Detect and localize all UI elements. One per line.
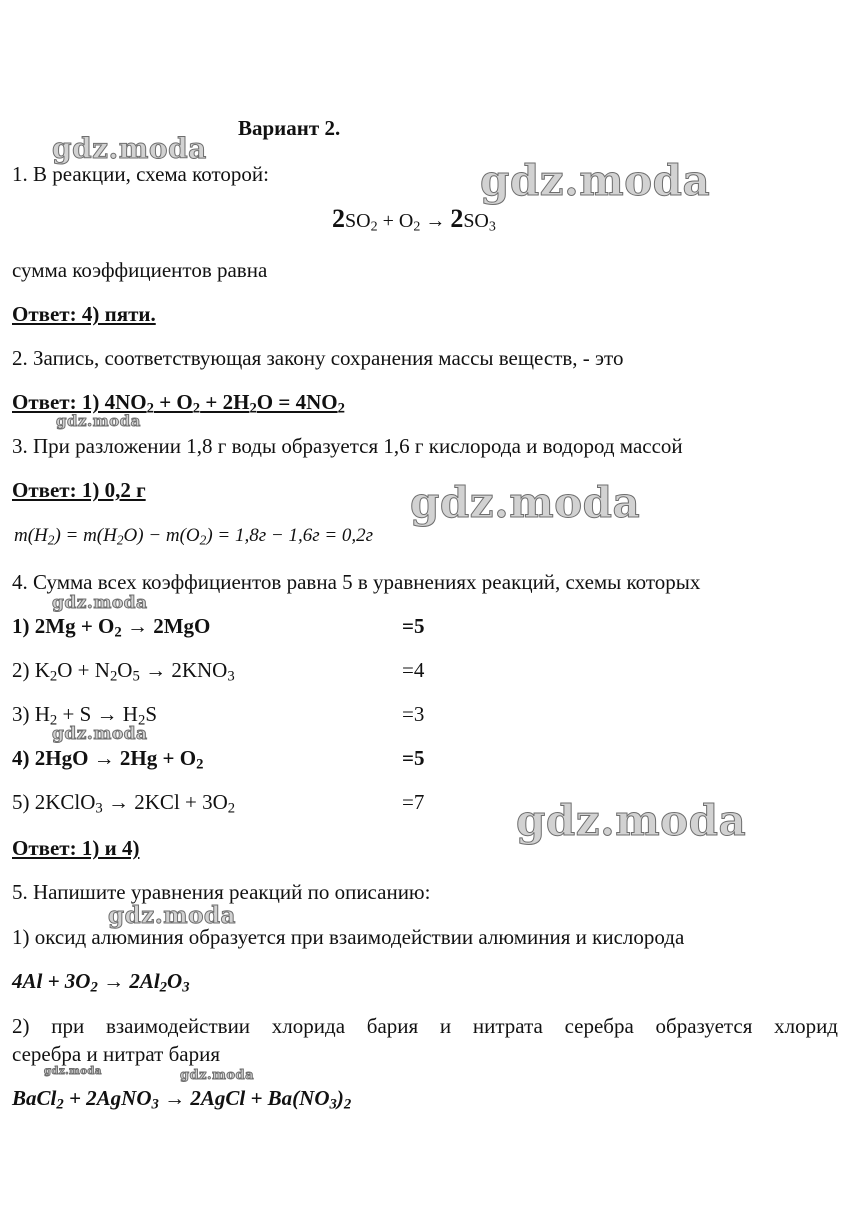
question-5-item-2-text-line-2: серебра и нитрат бария: [12, 1042, 220, 1066]
question-3-text: 3. При разложении 1,8 г воды образуется 1,6 г кислорода и водород массой: [12, 434, 683, 458]
reaction-row-5-sum: =7: [402, 790, 425, 814]
watermark: gdz.moda: [52, 593, 148, 613]
question-1-answer: Ответ: 4) пяти.: [12, 302, 156, 326]
question-4-text: 4. Сумма всех коэффициентов равна 5 в уравнениях реакций, схемы которых: [12, 570, 701, 594]
question-2-text: 2. Запись, соответствующая закону сохранения массы веществ, - это: [12, 346, 624, 370]
reaction-row-4: 4) $2HgO \to 2Hg + O_2$: [12, 746, 204, 773]
question-5-item-2-text-line-1: 2) при взаимодействии хлорида бария и нитрата серебра образуется хлорид: [12, 1014, 838, 1038]
watermark: gdz.moda: [52, 132, 207, 165]
question-5-item-1-text: 1) оксид алюминия образуется при взаимодействии алюминия и кислорода: [12, 925, 685, 949]
reaction-row-3: 3) $H_2 + S \to H_2S$: [12, 702, 157, 729]
question-3-answer: Ответ: 1) 0,2 г: [12, 478, 146, 502]
question-2-answer: Ответ: 1) $4NO_2 + O_2 + 2H_2O = 4NO_2$: [12, 390, 345, 417]
watermark: gdz.moda: [108, 902, 236, 929]
reaction-row-3-sum: =3: [402, 702, 425, 726]
watermark: gdz.moda: [516, 796, 747, 845]
watermark: gdz.moda: [480, 156, 711, 205]
question-5-text: 5. Напишите уравнения реакций по описанию:: [12, 880, 431, 904]
page-title: Вариант 2.: [238, 116, 341, 140]
question-3-calculation: $m(H_2) = m(H_2O) - m(O_2) = 1,8г - 1,6г = 0,2г$: [14, 525, 374, 548]
watermark: gdz.moda: [44, 1066, 102, 1077]
watermark: gdz.moda: [56, 412, 141, 430]
question-1-text: 1. В реакции, схема которой:: [12, 162, 269, 186]
question-5-item-1-equation: $4Al + 3O_2 \to 2Al_2O_3$: [12, 969, 190, 996]
question-1-sum-text: сумма коэффициентов равна: [12, 258, 268, 282]
watermark: gdz.moda: [52, 724, 148, 744]
reaction-row-2-sum: =4: [402, 658, 425, 682]
watermark: gdz.moda: [180, 1068, 255, 1083]
reaction-row-2: 2) $K_2O + N_2O_5 \to 2KNO_3$: [12, 658, 235, 685]
reaction-row-1: 1) $2Mg + O_2 \to 2MgO$: [12, 614, 211, 641]
reaction-row-5: 5) 2KClO$_3$ → $2KCl + 3O_2$: [12, 790, 236, 817]
question-5-item-2-equation: BaCl$_2$ + 2AgNO$_3$ → 2AgCl + $Ba(NO_3)_2$: [12, 1086, 352, 1113]
question-1-equation: $2SO_2 + O_2 \to 2SO_3$: [332, 204, 496, 235]
reaction-row-1-sum: =5: [402, 614, 425, 638]
watermark: gdz.moda: [410, 478, 641, 527]
reaction-row-4-sum: =5: [402, 746, 425, 770]
question-4-answer: Ответ: 1) и 4): [12, 836, 140, 860]
